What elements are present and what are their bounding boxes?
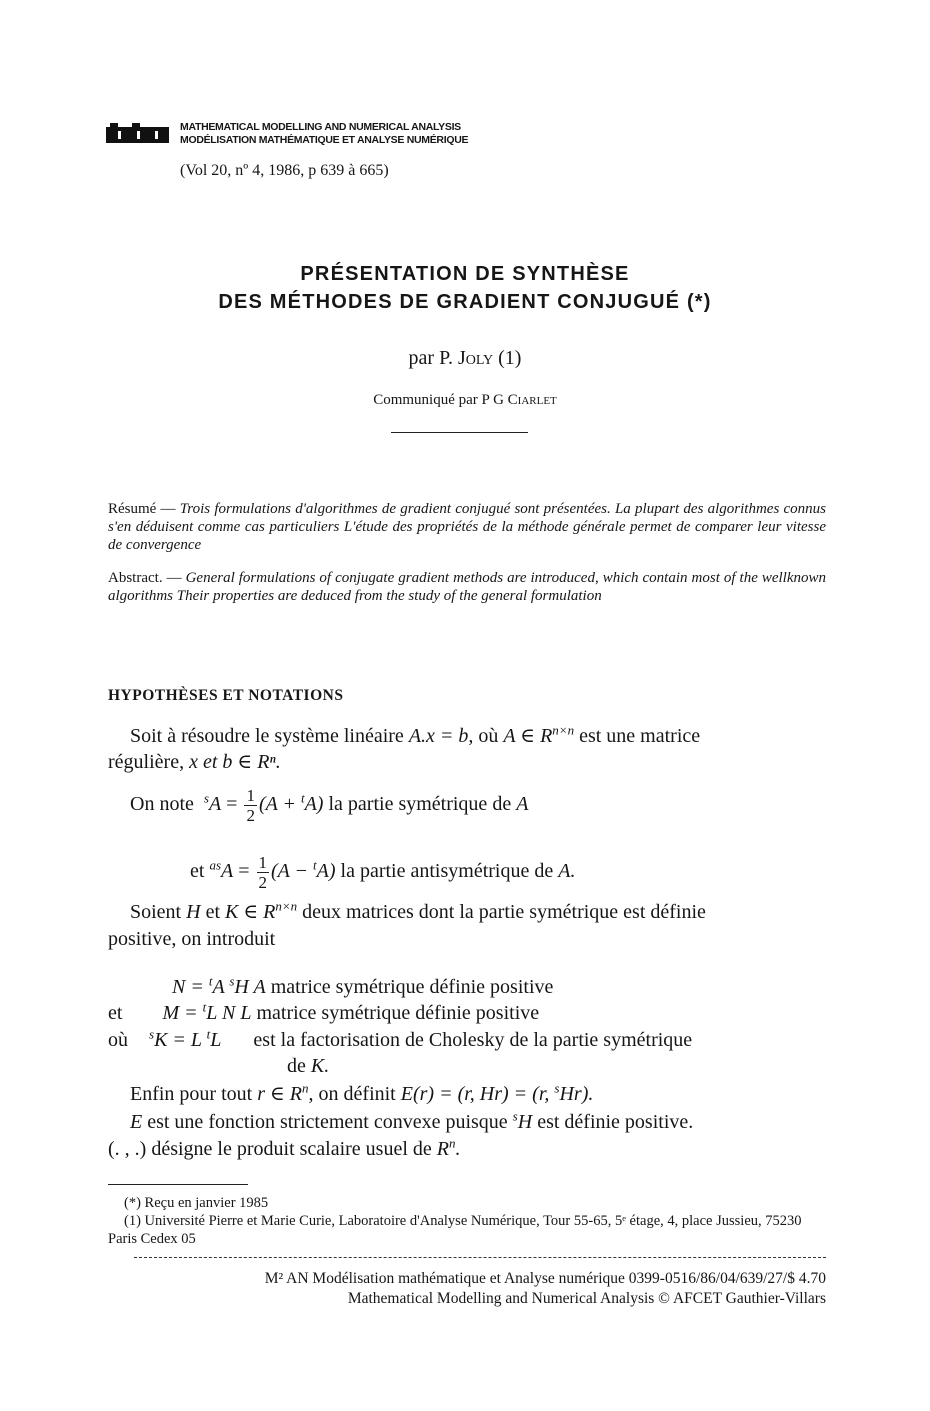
abstract-block — [108, 569, 826, 605]
footnote-divider — [108, 1184, 248, 1185]
author-name: Joly — [457, 347, 494, 369]
paper-title-line1: PRÉSENTATION DE SYNTHÈSE — [300, 263, 630, 285]
paragraph-1-line2: régulière, x et b ∈ Rⁿ. — [108, 751, 281, 773]
footnote-2: (1) Université Pierre et Marie Curie, Laboratoire d'Analyse Numérique, Tour 55-65, 5ᵉ étage, 4, place Jussieu, 75230 Paris Cedex 05 — [108, 1213, 802, 1247]
resume-text: Trois formulations d'algorithmes de gradient conjugué sont présentées. La plupart des algorithmes connus s'en déduisent comme cas particuliers L'étude des propriétés de la méthode générale permet de comparer leur vitesse de convergence — [108, 501, 827, 553]
resume-block — [108, 500, 826, 554]
communicated-by: Communiqué par P G Ciarlet — [373, 392, 557, 408]
abstract-label: Abstract. — — [108, 570, 182, 586]
definition-N: N = $^t$A $^s$H A matrice symétrique définie positive — [172, 973, 554, 998]
author-note: (1) — [498, 347, 522, 369]
abstract-text: General formulations of conjugate gradient methods are introduced, which contain most of the wellknown algorithms Their properties are deduced from the study of the general formulation — [108, 570, 827, 604]
journal-logo — [106, 121, 169, 145]
footer-line2: Mathematical Modelling and Numerical Analysis © AFCET Gauthier-Villars — [347, 1290, 826, 1307]
paragraph-2: Soient H et K ∈ $R^{n\times n}$ deux matrices dont la partie symétrique est définie — [130, 898, 706, 923]
journal-title-fr: MODÉLISATION MATHÉMATIQUE ET ANALYSE NUMÉRIQUE — [180, 134, 469, 146]
footer-divider — [134, 1257, 826, 1258]
paper-title-line2: DES MÉTHODES DE GRADIENT CONJUGUÉ (*) — [218, 291, 712, 313]
journal-title-en: MATHEMATICAL MODELLING AND NUMERICAL ANALYSIS — [180, 121, 461, 133]
footnote-1: (*) Reçu en janvier 1985 — [124, 1195, 269, 1211]
footer-line1: M² AN Modélisation mathématique et Analyse numérique 0399-0516/86/04/639/27/$ 4.70 — [264, 1270, 826, 1287]
paragraph-2-line2: positive, on introduit — [108, 928, 276, 950]
volume-info: (Vol 20, nº 4, 1986, p 639 à 665) — [180, 162, 389, 179]
paragraph-3: Enfin pour tout r ∈ $R^n$, on définit E(r) = (r, Hr) = (r, $^s$Hr). — [130, 1080, 594, 1105]
title-divider — [391, 432, 528, 433]
paragraph-4: E est une fonction strictement convexe puisque $^s$H est définie positive. — [130, 1108, 694, 1133]
paragraph-4-line2: (. , .) désigne le produit scalaire usuel de $R^n$. — [108, 1135, 461, 1160]
paragraph-1: Soit à résoudre le système linéaire A.x = b, où A ∈ $R^{n\times n}$ est une matrice — [130, 722, 701, 747]
section-heading: HYPOTHÈSES ET NOTATIONS — [108, 687, 344, 704]
resume-label: Résumé — — [108, 501, 176, 517]
definition-M: et M = $^t$L N L matrice symétrique définie positive — [108, 999, 540, 1024]
equation-antisymmetric-part: et $^{as}$A = $\frac{1}{2}$ (A − $^t$A) la partie antisymétrique de A. — [190, 853, 576, 892]
definition-cholesky: où $^s$K = L $^t$L est la factorisation de Cholesky de la partie symétrique — [108, 1026, 693, 1051]
author-line: par P. Joly (1) — [408, 347, 522, 369]
definition-cholesky-line2: de K. — [287, 1055, 330, 1077]
equation-symmetric-part: On note $^s$A = $\frac{1}{2}$ (A + $^t$A) la partie symétrique de A — [130, 786, 529, 825]
